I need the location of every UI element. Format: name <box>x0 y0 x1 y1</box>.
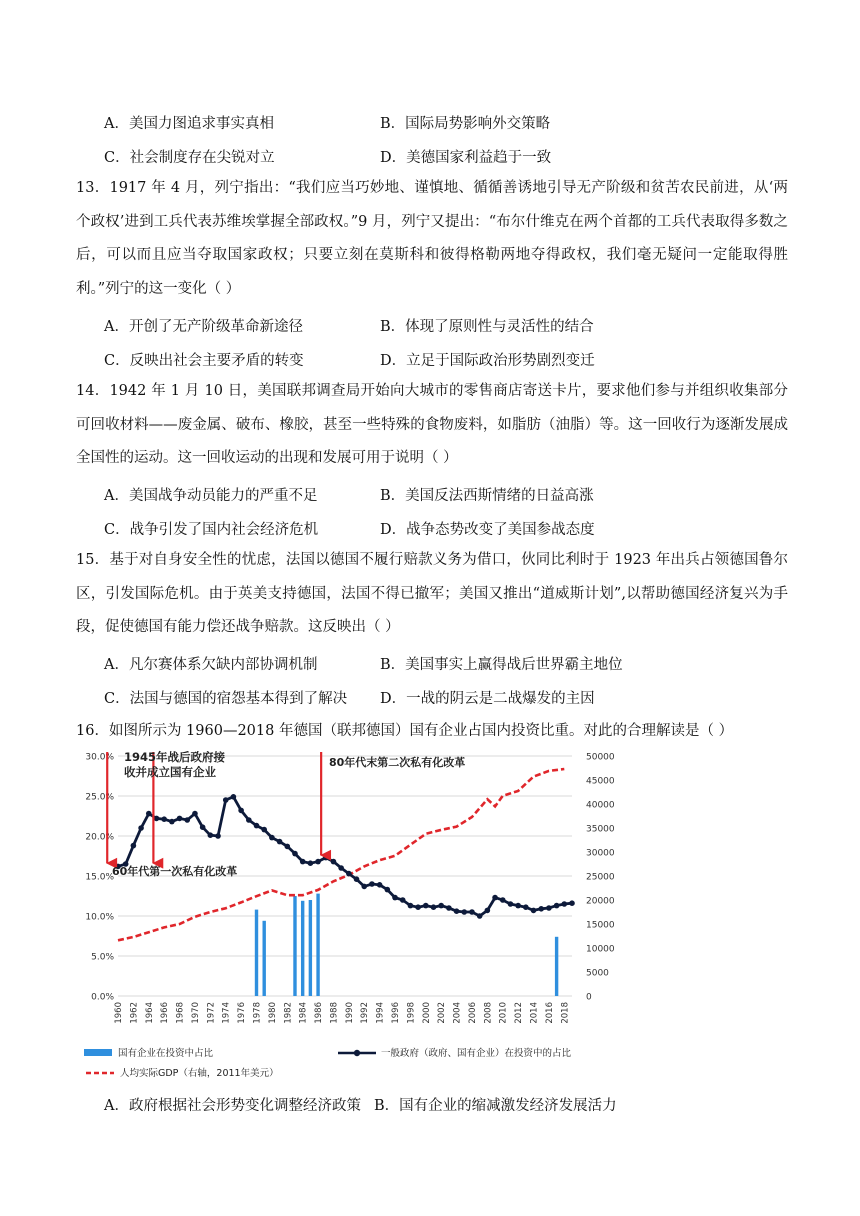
x-tick-label: 2010 <box>498 1002 509 1024</box>
right-tick-label: 40000 <box>586 800 615 811</box>
government-series-point <box>569 900 575 906</box>
right-tick-label: 5000 <box>586 968 609 979</box>
government-series-point <box>292 851 298 857</box>
chart-legend <box>84 1047 572 1079</box>
q12-option-d: D．美德国家利益趋于一致 <box>380 150 552 166</box>
q15-stem: 15．基于对自身安全性的忧虑，法国以德国不履行赔款义务为借口，伙同比利时于 1923 年出兵占领德国鲁尔区，引发国际危机。由于英美支持德国，法国不得已撤军；美国又推出“道威斯计划”,以帮助德国经济复兴为手段，促使德国有能力偿还战争赔款。这反映出（ ） <box>76 552 788 635</box>
annotation-60s-privatization: 60年代第一次私有化改革 <box>112 865 238 878</box>
q14-option-a: A．美国战争动员能力的严重不足 <box>104 488 318 504</box>
government-series-point <box>392 895 398 901</box>
legend-label-soe: 国有企业在投资中占比 <box>118 1048 214 1059</box>
soe-share-bar <box>293 896 296 996</box>
government-series-point <box>385 887 391 893</box>
government-series-point <box>546 905 552 911</box>
x-tick-label: 1972 <box>206 1002 217 1024</box>
left-tick-label: 15.0% <box>85 872 114 883</box>
right-tick-label: 20000 <box>586 896 615 907</box>
x-tick-label: 1978 <box>252 1002 263 1024</box>
government-series-point <box>223 797 229 803</box>
right-axis-ticks <box>586 753 615 1003</box>
left-tick-label: 10.0% <box>85 912 114 923</box>
government-series-point <box>377 882 383 888</box>
government-series-point <box>554 903 560 909</box>
soe-share-bar <box>555 937 558 996</box>
q14-option-b: B．美国反法西斯情绪的日益高涨 <box>380 488 594 504</box>
q14-option-d: D．战争态势改变了美国参战态度 <box>380 522 595 538</box>
government-series-point <box>146 811 152 817</box>
x-tick-label: 1974 <box>221 1002 232 1024</box>
x-tick-label: 1982 <box>283 1002 294 1024</box>
government-series-point <box>138 825 144 831</box>
soe-share-bar <box>255 910 258 996</box>
government-series-point <box>515 903 521 909</box>
x-tick-label: 2018 <box>560 1002 571 1024</box>
x-tick-label: 2016 <box>544 1002 555 1024</box>
gdp-series-line <box>118 769 564 940</box>
gdp-per-capita-line <box>118 769 564 940</box>
annotation-80s-privatization: 80年代末第二次私有化改革 <box>329 756 466 769</box>
q14-stem: 14．1942 年 1 月 10 日，美国联邦调查局开始向大城市的零售商店寄送卡片，要求他们参与并组织收集部分可回收材料——废金属、破布、橡胶，甚至一些特殊的食物废料，如脂肪（油脂）等。这一回收行为逐渐发展成全国性的运动。这一回收运动的出现和发展可用于说明（ ） <box>76 383 788 466</box>
x-tick-label: 2012 <box>514 1002 525 1024</box>
government-series-point <box>192 811 198 817</box>
annotation-1945-line1: 1945年战后政府接 <box>124 750 226 764</box>
soe-share-bars <box>255 894 559 996</box>
government-series-point <box>254 823 260 829</box>
q13-stem: 13．1917 年 4 月，列宁指出：“我们应当巧妙地、谨慎地、循循善诱地引导无产阶级和贫苦农民前进，从‘两个政权’进到工兵代表苏维埃掌握全部政权。”9 月，列宁又提出：“布尔什维克在两个首都的工兵代表取得多数之后，可以而且应当夺取国家政权；只要立刻在莫斯科和彼得格勒两地夺得政权，我们毫无疑问一定能取得胜利。”列宁的这一变化（ ） <box>76 180 788 297</box>
q13-option-d: D．立足于国际政治形势剧烈变迁 <box>380 353 595 369</box>
government-series-point <box>246 817 252 823</box>
q15-option-d: D．一战的阴云是二战爆发的主因 <box>380 691 595 707</box>
q15-option-b: B．美国事实上赢得战后世界霸主地位 <box>380 657 623 673</box>
right-tick-label: 10000 <box>586 944 615 955</box>
government-series-point <box>431 904 437 910</box>
legend-label-government: 一般政府（政府、国有企业）在投资中的占比 <box>381 1048 572 1059</box>
x-tick-label: 1968 <box>175 1002 186 1024</box>
government-series-point <box>208 832 214 838</box>
government-series-point <box>184 817 190 823</box>
right-tick-label: 50000 <box>586 752 615 763</box>
x-tick-label: 2000 <box>421 1002 432 1024</box>
annotation-1945-line2: 收并成立国有企业 <box>124 765 216 779</box>
right-tick-label: 45000 <box>586 776 615 787</box>
government-series-point <box>492 895 498 901</box>
x-tick-label: 1966 <box>160 1002 171 1024</box>
x-tick-label: 1990 <box>344 1002 355 1024</box>
legend-swatch-soe <box>84 1049 112 1056</box>
government-series-point <box>415 904 421 910</box>
x-tick-label: 2014 <box>529 1002 540 1024</box>
government-series-point <box>477 913 483 919</box>
government-series-point <box>361 884 367 890</box>
left-tick-label: 30.0% <box>85 752 114 763</box>
government-series-point <box>400 897 406 903</box>
q16-option-a: A．政府根据社会形势变化调整经济政策 <box>104 1098 361 1114</box>
government-series-point <box>154 816 160 822</box>
government-series-point <box>562 901 568 907</box>
government-series-point <box>354 876 360 882</box>
government-series-point <box>284 844 290 850</box>
x-tick-label: 1988 <box>329 1002 340 1024</box>
government-series-point <box>346 871 352 877</box>
government-series-point <box>438 903 444 909</box>
right-tick-label: 0 <box>586 992 592 1003</box>
left-tick-label: 0.0% <box>91 992 114 1003</box>
x-tick-label: 1986 <box>314 1002 325 1024</box>
government-series-point <box>300 859 306 865</box>
x-tick-label: 1960 <box>114 1002 124 1024</box>
government-series-point <box>323 855 329 861</box>
government-series-point <box>485 908 491 914</box>
q15-option-c: C．法国与德国的宿怨基本得到了解决 <box>104 691 348 707</box>
x-tick-label: 1964 <box>144 1002 155 1024</box>
q14-option-c: C．战争引发了国内社会经济危机 <box>104 522 319 538</box>
government-series-point <box>177 816 183 822</box>
legend-marker-government <box>354 1050 360 1056</box>
q13-option-b: B．体现了原则性与灵活性的结合 <box>380 319 594 335</box>
soe-share-bar <box>263 921 266 996</box>
right-tick-label: 15000 <box>586 920 615 931</box>
government-series-point <box>215 833 221 839</box>
government-series-point <box>469 909 475 915</box>
government-series-point <box>308 860 314 866</box>
q15-option-a: A．凡尔赛体系欠缺内部协调机制 <box>104 657 318 673</box>
x-tick-label: 2006 <box>467 1002 478 1024</box>
soe-share-bar <box>316 894 319 996</box>
government-series-point <box>200 824 206 830</box>
government-share-line <box>115 794 575 919</box>
government-series-point <box>454 908 460 914</box>
government-series-point <box>231 794 237 800</box>
right-tick-label: 35000 <box>586 824 615 835</box>
government-series-point <box>131 843 137 849</box>
chart-annotations <box>112 750 465 878</box>
government-series-point <box>531 908 537 914</box>
government-series-point <box>269 835 275 841</box>
government-series-point <box>523 904 529 910</box>
x-tick-label: 1994 <box>375 1002 386 1024</box>
government-series-point <box>277 839 283 845</box>
q12-option-c: C．社会制度存在尖锐对立 <box>104 150 275 166</box>
q13-option-c: C．反映出社会主要矛盾的转变 <box>104 353 304 369</box>
government-series-point <box>369 881 375 887</box>
x-tick-label: 1992 <box>360 1002 371 1024</box>
government-series-point <box>238 808 244 814</box>
x-tick-label: 1996 <box>391 1002 402 1024</box>
government-series-point <box>338 865 344 871</box>
q16-stem: 16．如图所示为 1960—2018 年德国（联邦德国）国有企业占国内投资比重。对此的合理解读是（ ） <box>76 723 734 739</box>
left-tick-label: 25.0% <box>85 792 114 803</box>
government-series-point <box>315 859 321 865</box>
government-series-point <box>508 901 514 907</box>
soe-share-bar <box>309 900 312 996</box>
x-tick-label: 1976 <box>237 1002 248 1024</box>
x-tick-label: 1980 <box>267 1002 278 1024</box>
q12-option-a: A．美国力图追求事实真相 <box>104 116 274 132</box>
left-tick-label: 5.0% <box>91 952 114 963</box>
investment-share-chart <box>76 738 616 1086</box>
government-series-point <box>538 906 544 912</box>
q16-option-b: B．国有企业的缩减激发经济发展活力 <box>374 1098 617 1114</box>
right-tick-label: 30000 <box>586 848 615 859</box>
soe-share-bar <box>301 901 304 996</box>
x-tick-label: 1998 <box>406 1002 417 1024</box>
government-series-point <box>423 903 429 909</box>
right-tick-label: 25000 <box>586 872 615 883</box>
x-tick-label: 2008 <box>483 1002 494 1024</box>
left-tick-label: 20.0% <box>85 832 114 843</box>
x-tick-label: 1984 <box>298 1002 309 1024</box>
government-series-point <box>331 859 337 865</box>
government-series-point <box>461 909 467 915</box>
x-tick-label: 1962 <box>129 1002 140 1024</box>
government-series-point <box>169 819 175 825</box>
x-axis-ticks <box>114 1002 570 1024</box>
q12-option-b: B．国际局势影响外交策略 <box>380 116 551 132</box>
government-series-point <box>446 905 452 911</box>
government-series-point <box>500 897 506 903</box>
x-tick-label: 1970 <box>190 1002 201 1024</box>
left-axis-ticks <box>85 753 114 1003</box>
x-tick-label: 2004 <box>452 1002 463 1024</box>
government-series-point <box>408 903 414 909</box>
x-tick-label: 2002 <box>437 1002 448 1024</box>
q13-option-a: A．开创了无产阶级革命新途径 <box>104 319 303 335</box>
government-series-point <box>161 816 167 822</box>
government-series-point <box>261 827 267 833</box>
legend-label-gdp: 人均实际GDP（右轴，2011年美元） <box>120 1068 279 1079</box>
